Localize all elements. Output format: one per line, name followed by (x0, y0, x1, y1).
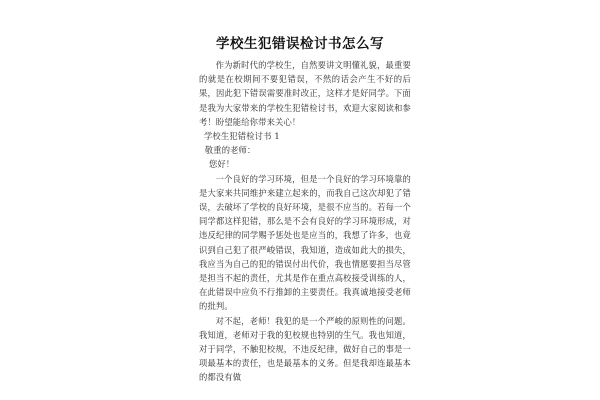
document-body (199, 58, 411, 385)
section-heading: 学校生犯错检讨书 1 (203, 131, 280, 142)
intro-paragraph: 作为新时代的学校生，自然要讲文明懂礼貌，最重要的就是在校期间不要犯错误，不然的话会产生不好的后果，因此犯下错误需要准时改正，这样才是好同学。下面是我为大家带来的学校生犯错检讨书，欢迎大家阅读和参考！盼望能给你带来关心！ (199, 60, 411, 127)
body-paragraph: 一个良好的学习环境，但是一个良好的学习环境靠的是大家来共同维护来建立起来的，而我自己这次却犯了错误，去破坏了学校的良好环境，是很不应当的。若每一个同学都这样犯错，那么是不会有良好的学习环境形成，对违反纪律的同学赐予惩处也是应当的，我想了许多，也竟识到自己犯了很严峻错误，我知道，造成如此大的损失，我应当为自己的犯的错误付出代价，我也情愿要担当尽管是担当不起的责任，尤其是作在重点高校接受训练的人，在此错误中应负不行推卸的主要责任。我真诚地接受老师的批判。 (199, 173, 411, 312)
document-title: 学校生犯错误检讨书怎么写 (216, 36, 384, 52)
body-paragraph: 对不起，老师！我犯的是一个严峻的原则性的问题。我知道，老师对于我的犯校规也特别的生气。我也知道，对于同学，不触犯校规，不违反纪律，做好自己的事是一项最基本的责任，也是最基本的义务。但是我却连最基本的都没有做 (199, 315, 411, 383)
salutation: 敬重的老师： (204, 145, 256, 156)
greeting: 您好！ (208, 159, 235, 170)
